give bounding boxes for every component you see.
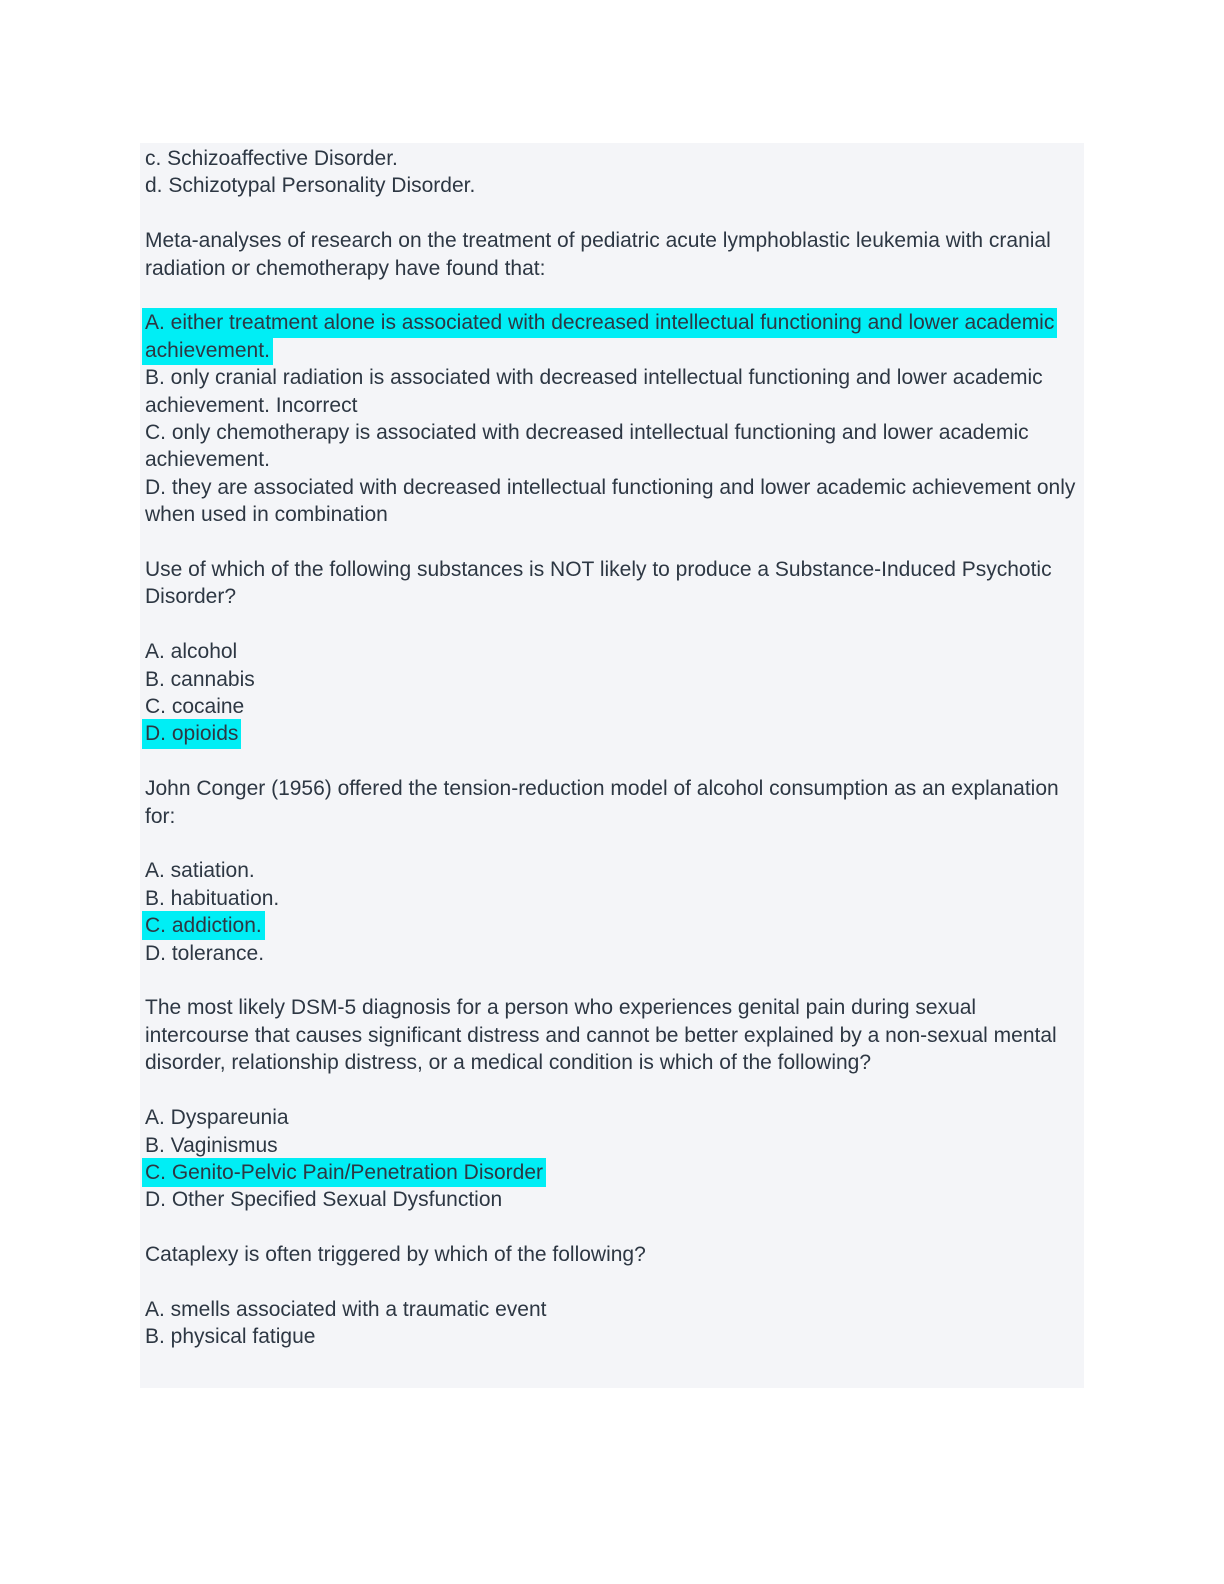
text-line: John Conger (1956) offered the tension-reduction model of alcohol consumption as an explanation for:	[145, 777, 1059, 828]
highlighted-answer-line	[145, 912, 1078, 939]
text-line: C. cocaine	[145, 695, 245, 719]
text-line: A. satiation.	[145, 859, 255, 883]
text-line: Cataplexy is often triggered by which of the following?	[145, 1243, 646, 1267]
text-line: A. smells associated with a traumatic event	[145, 1297, 547, 1321]
answer-highlight: A. either treatment alone is associated with decreased intellectual functioning and lower academic achievement.	[142, 308, 1057, 365]
text-line: d. Schizotypal Personality Disorder.	[145, 174, 476, 198]
options-cataplexy-partial	[145, 1296, 1078, 1351]
highlighted-answer-line	[145, 720, 1078, 747]
answer-highlight: C. Genito-Pelvic Pain/Penetration Disorder	[142, 1158, 546, 1187]
answer-list-partial	[145, 145, 1078, 200]
text-line: Use of which of the following substances is NOT likely to produce a Substance-Induced Psychotic Disorder?	[145, 558, 1052, 609]
text-line: B. physical fatigue	[145, 1325, 316, 1349]
text-line: c. Schizoaffective Disorder.	[145, 147, 398, 170]
question-cataplexy	[145, 1241, 1078, 1268]
options-tension-reduction	[145, 857, 1078, 967]
text-line: B. only cranial radiation is associated with decreased intellectual functioning and lower academic achievement. Incorrect	[145, 366, 1043, 417]
question-dsm5-genital-pain	[145, 994, 1078, 1076]
text-line: Meta-analyses of research on the treatment of pediatric acute lymphoblastic leukemia with cranial radiation or chemotherapy have found that:	[145, 229, 1051, 280]
highlighted-answer-line	[145, 1159, 1078, 1186]
text-line: The most likely DSM-5 diagnosis for a person who experiences genital pain during sexual intercourse that causes significant distress and cannot be better explained by a non-sexual mental disorder, relationship distress, or a medical condition is which of the following?	[145, 996, 1057, 1075]
text-line: D. they are associated with decreased intellectual functioning and lower academic achievement only when used in combination	[145, 475, 1076, 527]
question-leukemia	[145, 227, 1078, 282]
text-line: A. alcohol	[145, 640, 238, 664]
answer-highlight: C. addiction.	[142, 911, 265, 940]
question-substance-induced	[145, 556, 1078, 611]
answer-highlight: D. opioids	[142, 719, 241, 748]
text-line: B. habituation.	[145, 886, 280, 910]
text-line: A. Dyspareunia	[145, 1106, 289, 1130]
highlighted-answer-line	[145, 309, 1078, 364]
options-leukemia	[145, 309, 1078, 528]
text-line: D. tolerance.	[145, 941, 265, 965]
text-line: B. cannabis	[145, 667, 255, 691]
options-substance-induced	[145, 638, 1078, 748]
question-tension-reduction	[145, 775, 1078, 830]
text-line: D. Other Specified Sexual Dysfunction	[145, 1188, 503, 1212]
options-dsm5-genital-pain	[145, 1104, 1078, 1214]
quiz-document	[140, 143, 1084, 1388]
text-line: B. Vaginismus	[145, 1133, 278, 1157]
text-line: C. only chemotherapy is associated with decreased intellectual functioning and lower academic achievement.	[145, 421, 1029, 472]
